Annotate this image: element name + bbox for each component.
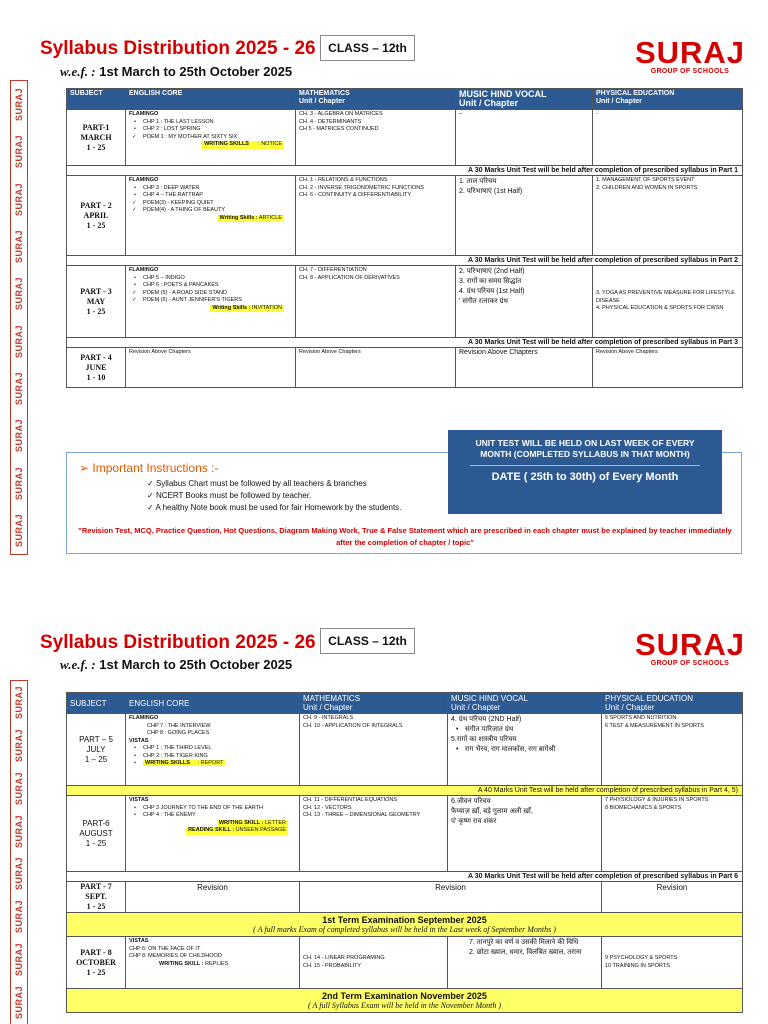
maths-music-cell: Revision (300, 882, 602, 913)
exam-row (67, 913, 743, 937)
unit-test-row: A 30 Marks Unit Test will be held after completion of prescribed syllabus in Part 6 (67, 872, 743, 882)
logo-subtext: GROUP OF SCHOOLS (650, 68, 730, 75)
english-cell: Revision Above Chapters (126, 348, 296, 388)
unit-test-row: A 30 Marks Unit Test will be held after completion of prescribed syllabus in Part 3 (67, 338, 743, 348)
side-brand-strip (10, 80, 28, 555)
exam-title: 1st Term Examination September 2025 (322, 915, 487, 925)
pe-cell: Revision (602, 882, 743, 913)
music-cell: 7. तानपुरे का वर्ण व उसकी मिलाने की विधि 2. छोटा ख्याल, धमार, विलंबित ख्याल, तराना (448, 937, 602, 989)
music-cell: 4. ग्रंथ परिचय (2ND Half) • संगीत पारिजात ग्रंथ 5.रागों का शास्त्रीय परिचय • राग भैरव, राग मालकोंस, राग बागेश्री (448, 714, 602, 786)
side-word: SURAJ (14, 685, 24, 719)
pe-cell: 9 PSYCHOLOGY & SPORTS 10 TRAINING IN SPORTS (602, 937, 743, 989)
maths-cell: CH. 7 - DIFFERENTIATION CH. 8 - APPLICATION OF DERIVATIVES (296, 266, 456, 338)
unit-test-info-text: UNIT TEST WILL BE HELD ON LAST WEEK OF EVERY MONTH (COMPLETED SYLLABUS IN THAT MONTH) (475, 438, 695, 459)
school-logo (628, 35, 752, 75)
side-word: SURAJ (14, 900, 24, 934)
col-subject: SUBJECT (67, 89, 126, 110)
english-cell: Revision (126, 882, 300, 913)
part-label: PART - 2 APRIL 1 - 25 (67, 176, 126, 256)
pe-cell: 5 SPORTS AND NUTRITION 6 TEST & MEASUREMENT IN SPORTS (602, 714, 743, 786)
col-maths: MATHEMATICS Unit / Chapter (296, 89, 456, 110)
maths-cell: CH. 9 - INTEGRALS CH. 10 - APPLICATION OF INTEGRALS (300, 714, 448, 786)
part-label: PART-1 MARCH 1 - 25 (67, 110, 126, 166)
syllabus-table-2 (66, 692, 743, 1013)
page-title: Syllabus Distribution 2025 - 26 (40, 632, 316, 653)
english-cell: FLAMINGO CHP 7 : THE INTERVIEW CHP 8 : GOING PLACES VISTAS • CHP 1 : THE THIRD LEVEL • CHP 2 : THE TIGER KING • WRITING SKILLS : REPORT (126, 714, 300, 786)
part-label: PART - 3 MAY 1 - 25 (67, 266, 126, 338)
list-item: ✓ A healthy Note book must be used for fair Homework by the students. (147, 502, 401, 514)
music-cell: – (456, 110, 593, 166)
pe-cell: Revision Above Chapters (593, 348, 743, 388)
english-cell: FLAMINGO • CHP 1 : THE LAST LESSON • CHP 2 : LOST SPRING ✓ POEM 1 : MY MOTHER AT SIXTY SIX WRITING SKILLS : NOTICE (126, 110, 296, 166)
side-word: SURAJ (14, 986, 24, 1020)
side-word: SURAJ (14, 230, 24, 264)
music-cell: 2. परिभाषाएं (2nd Half) 3. रागों का समय सिद्धांत 4. ग्रंथ परिचय (1st Half) ' संगीत रत्नाकर ग्रंथ (456, 266, 593, 338)
instructions-list (147, 478, 401, 514)
instructions-heading: ➢ Important Instructions :- (79, 461, 219, 475)
wef-label: w.e.f. : (60, 64, 96, 79)
english-cell: FLAMINGO • CHP 5 – INDIGO • CHP 6 : POETS & PANCAKES ✓ POEM (5) - A ROAD SIDE STAND ✓ POEM (6) - AUNT JENNIFER'S TIGERS Writing Skills : INVITATION (126, 266, 296, 338)
class-box: CLASS – 12th (320, 35, 415, 61)
table-row (67, 348, 743, 388)
col-music: MUSIC HIND VOCAL Unit / Chapter (448, 693, 602, 714)
maths-cell: CH. 1 - RELATIONS & FUNCTIONS CH. 2 - INVERSE TRIGONOMETRIC FUNCTIONS CH. 6 - CONTINUITY & DIFFERENTIABILITY (296, 176, 456, 256)
english-cell: FLAMINGO • CHP 3 : DEEP WATER • CHP 4 – THE RATTRAP ✓ POEM(3) - KEEPING QUIET ✓ POEM(4) - A THING OF BEAUTY Writing Skills : ARTICLE (126, 176, 296, 256)
maths-cell: CH. 14 - LINEAR PROGRAMING CH. 15 - PROBABILITY (300, 937, 448, 989)
effective-date: w.e.f. : 1st March to 25th October 2025 (60, 657, 293, 672)
side-word: SURAJ (14, 324, 24, 358)
music-cell: 1. ताल परिचय 2. परिभाषाएं (1st Half) (456, 176, 593, 256)
list-item: ✓ Syllabus Chart must be followed by all teachers & branches (147, 478, 401, 490)
syllabus-table-1 (66, 88, 743, 388)
table-header (67, 89, 743, 110)
table-header (67, 693, 743, 714)
syllabus-page-2 (0, 620, 768, 1024)
col-english: ENGLISH CORE (126, 693, 300, 714)
maths-cell: CH. 11 - DIFFERENTIAL EQUATIONS CH. 12 - VECTORS CH. 13 - THREE – DIMENSIONAL GEOMETRY (300, 796, 448, 872)
table-row (67, 176, 743, 256)
side-word: SURAJ (14, 371, 24, 405)
english-cell: VISTAS CHP 6: ON THE FACE OF IT CHP 8: MEMORIES OF CHILDHOOD WRITING SKILL : REPLIES (126, 937, 300, 989)
side-word: SURAJ (14, 771, 24, 805)
unit-test-info-box (448, 430, 722, 514)
exam-note: ( A full Syllabus Exam will be held in the November Month ) (307, 1001, 501, 1010)
pe-cell: 3. YOGA AS PREVENTIVE MEASURE FOR LIFESTYLE DISEASE 4. PHYSICAL EDUCATION & SPORTS FOR CWSN (593, 266, 743, 338)
table-row (67, 110, 743, 166)
side-word: SURAJ (14, 88, 24, 122)
col-subject: SUBJECT (67, 693, 126, 714)
list-item: ✓ NCERT Books must be followed by teacher. (147, 490, 401, 502)
music-cell: Revision Above Chapters (456, 348, 593, 388)
part-label: PART - 8 OCTOBER 1 - 25 (67, 937, 126, 989)
side-word: SURAJ (14, 419, 24, 453)
wef-text: 1st March to 25th October 2025 (99, 64, 293, 79)
unit-test-row: A 30 Marks Unit Test will be held after completion of prescribed syllabus in Part 1 (67, 166, 743, 176)
revision-note: "Revision Test, MCQ, Practice Question, Hot Questions, Diagram Making Work, True & False Statement which are prescribed in each chapter must be explained by teacher immediately after the completion of chapter / topic" (78, 526, 732, 547)
class-box: CLASS – 12th (320, 628, 415, 654)
col-maths: MATHEMATICS Unit / Chapter (300, 693, 448, 714)
col-english: ENGLISH CORE (126, 89, 296, 110)
side-word: SURAJ (14, 857, 24, 891)
exam-note: ( A full marks Exam of completed syllabus will be held in the Last week of September Months ) (253, 925, 556, 934)
music-cell: 6.जीवन परिचय फैय्याज़ ख़ाँ, बड़े गुलाम अली ख़ाँ, पं' कृष्ण राव शंकर (448, 796, 602, 872)
side-word: SURAJ (14, 135, 24, 169)
part-label: PART – 5 JULY 1 – 25 (67, 714, 126, 786)
side-word: SURAJ (14, 943, 24, 977)
school-logo: SURAJ GROUP OF SCHOOLS (634, 627, 746, 667)
part-label: PART - 4 JUNE 1 - 10 (67, 348, 126, 388)
side-word: SURAJ (14, 513, 24, 547)
col-pe: PHYSICAL EDUCATION Unit / Chapter (593, 89, 743, 110)
side-word: SURAJ (14, 814, 24, 848)
pe-cell: 7 PHYSIOLOGY & INJURIES IN SPORTS 8 BIOMECHANICS & SPORTS (602, 796, 743, 872)
table-row (67, 937, 743, 989)
part-label: PART-6 AUGUST 1 - 25 (67, 796, 126, 872)
col-pe: PHYSICAL EDUCATION Unit / Chapter (602, 693, 743, 714)
maths-cell: Revision Above Chapters (296, 348, 456, 388)
table-row (67, 882, 743, 913)
unit-test-date: DATE ( 25th to 30th) of Every Month (491, 471, 679, 483)
table-row (67, 796, 743, 872)
unit-test-row: A 30 Marks Unit Test will be held after completion of prescribed syllabus in Part 2 (67, 256, 743, 266)
side-word: SURAJ (14, 466, 24, 500)
pe-cell: - (593, 110, 743, 166)
part-label: PART - 7 SEPT. 1 - 25 (67, 882, 126, 913)
table-row (67, 714, 743, 786)
col-music: MUSIC HIND VOCAL Unit / Chapter (456, 89, 593, 110)
page-title: Syllabus Distribution 2025 - 26 (40, 38, 316, 59)
side-word: SURAJ (14, 728, 24, 762)
side-word: SURAJ (14, 182, 24, 216)
unit-test-row: A 40 Marks Unit Test will be held after completion of prescribed syllabus in Part 4, 5) (67, 786, 743, 796)
exam-title: 2nd Term Examination November 2025 (322, 991, 487, 1001)
maths-cell: CH. 3 - ALGEBRA ON MATRICES CH. 4 - DETERMINANTS CH 5 - MATRICES CONTINUED (296, 110, 456, 166)
logo-text: SURAJ (634, 35, 746, 70)
side-brand-strip (10, 680, 28, 1024)
effective-date (60, 64, 292, 80)
side-word: SURAJ (14, 277, 24, 311)
english-cell: VISTAS • CHP 3 JOURNEY TO THE END OF THE EARTH • CHP 4 : THE ENEMY WRITING SKILL : LETTER READING SKILL : UNSEEN PASSAGE (126, 796, 300, 872)
exam-row (67, 989, 743, 1013)
pe-cell: 1. MANAGEMENT OF SPORTS EVENT 2. CHILDREN AND WOMEN IN SPORTS (593, 176, 743, 256)
table-row (67, 266, 743, 338)
